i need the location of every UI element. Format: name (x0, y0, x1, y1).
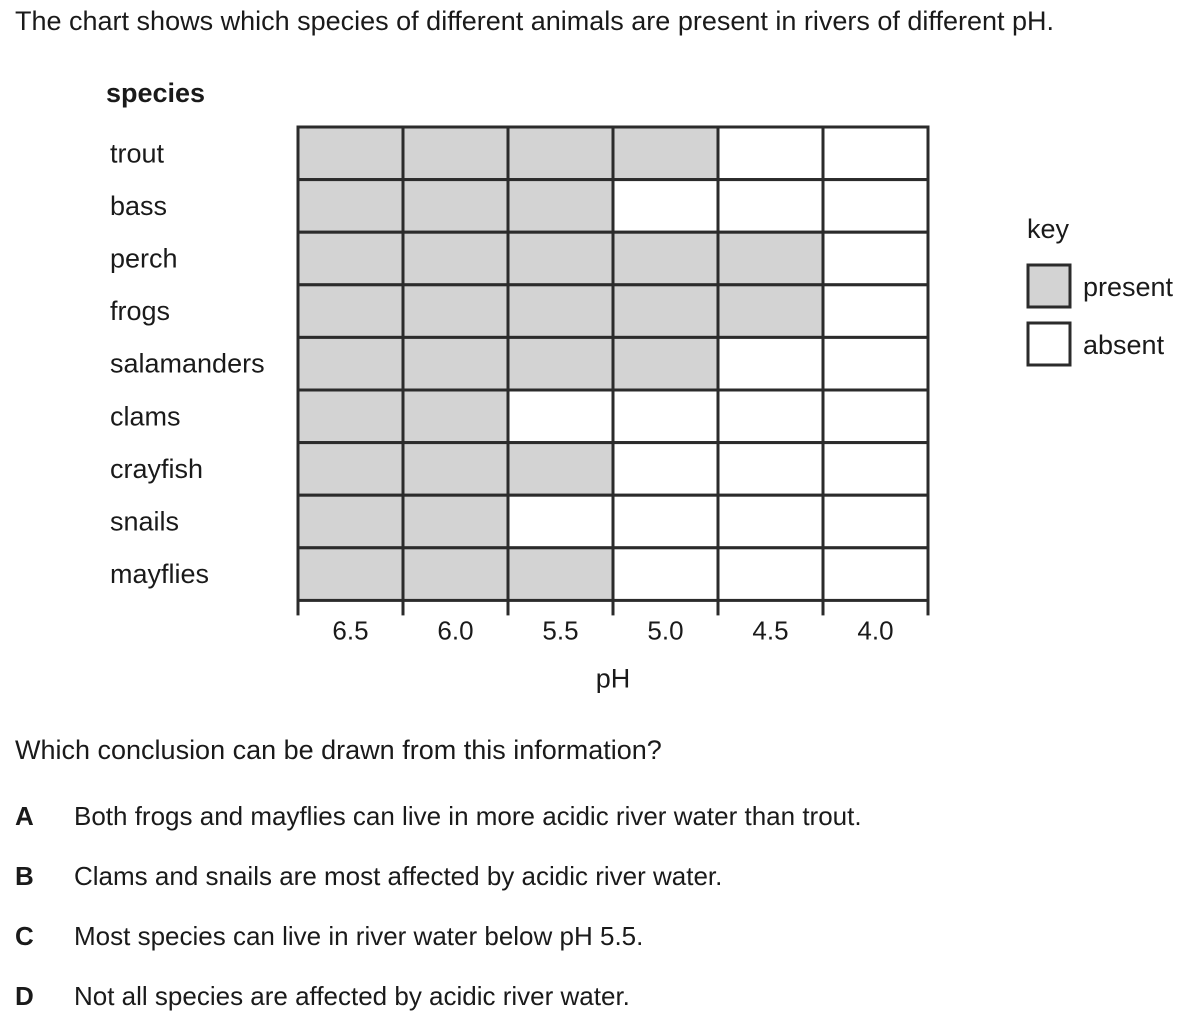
cell-clams-6.5 (298, 390, 403, 443)
cell-frogs-5.5 (508, 285, 613, 338)
cell-trout-6.0 (403, 127, 508, 180)
cell-clams-5.0 (613, 390, 718, 443)
key-title: key (1027, 214, 1070, 244)
cell-trout-5.0 (613, 127, 718, 180)
x-axis-title: pH (595, 663, 631, 694)
option-c-text[interactable]: Most species can live in river water below pH 5.5. (74, 921, 644, 951)
cell-perch-6.0 (403, 232, 508, 285)
cell-salamanders-5.0 (613, 337, 718, 390)
ph-tick-label: 4.5 (752, 615, 789, 646)
species-label-salamanders: salamanders (110, 348, 265, 379)
cell-bass-5.5 (508, 180, 613, 233)
cell-trout-4.0 (823, 127, 928, 180)
cell-frogs-6.5 (298, 285, 403, 338)
key-label-absent: absent (1083, 330, 1165, 360)
species-label-snails: snails (110, 506, 180, 537)
cell-mayflies-6.0 (403, 548, 508, 601)
intro-text: The chart shows which species of different animals are present in rivers of different pH. (15, 6, 1054, 36)
cell-clams-6.0 (403, 390, 508, 443)
cell-mayflies-5.5 (508, 548, 613, 601)
cell-clams-4.5 (718, 390, 823, 443)
cell-snails-4.5 (718, 495, 823, 548)
cell-mayflies-5.0 (613, 548, 718, 601)
cell-salamanders-6.0 (403, 337, 508, 390)
option-a-letter[interactable]: A (15, 801, 34, 831)
cell-salamanders-6.5 (298, 337, 403, 390)
ph-tick-label: 5.0 (647, 615, 684, 646)
cell-frogs-5.0 (613, 285, 718, 338)
cell-clams-4.0 (823, 390, 928, 443)
species-label-frogs: frogs (110, 296, 171, 327)
cell-frogs-4.0 (823, 285, 928, 338)
key-swatch-absent (1028, 323, 1070, 365)
species-label-trout: trout (110, 138, 165, 169)
species-column-title: species (106, 78, 206, 108)
cell-crayfish-6.0 (403, 443, 508, 496)
cell-snails-6.5 (298, 495, 403, 548)
cell-bass-6.5 (298, 180, 403, 233)
species-label-crayfish: crayfish (110, 453, 204, 484)
cell-salamanders-5.5 (508, 337, 613, 390)
cell-perch-6.5 (298, 232, 403, 285)
option-c-letter[interactable]: C (15, 921, 34, 951)
option-d-letter[interactable]: D (15, 981, 34, 1011)
cell-trout-5.5 (508, 127, 613, 180)
question-text: Which conclusion can be drawn from this information? (15, 735, 662, 765)
cell-perch-4.5 (718, 232, 823, 285)
species-label-mayflies: mayflies (110, 559, 210, 590)
species-label-perch: perch (110, 243, 178, 274)
cell-bass-6.0 (403, 180, 508, 233)
cell-mayflies-4.0 (823, 548, 928, 601)
cell-perch-5.0 (613, 232, 718, 285)
cell-snails-6.0 (403, 495, 508, 548)
key-label-present: present (1083, 272, 1174, 302)
cell-perch-5.5 (508, 232, 613, 285)
cell-clams-5.5 (508, 390, 613, 443)
option-d-text[interactable]: Not all species are affected by acidic river water. (74, 981, 630, 1011)
cell-snails-5.5 (508, 495, 613, 548)
option-a-text[interactable]: Both frogs and mayflies can live in more acidic river water than trout. (74, 801, 862, 831)
cell-mayflies-6.5 (298, 548, 403, 601)
key-swatch-present (1028, 265, 1070, 307)
cell-crayfish-5.5 (508, 443, 613, 496)
cell-bass-5.0 (613, 180, 718, 233)
cell-frogs-6.0 (403, 285, 508, 338)
ph-tick-label: 4.0 (857, 615, 894, 646)
option-b-text[interactable]: Clams and snails are most affected by acidic river water. (74, 861, 723, 891)
cell-bass-4.5 (718, 180, 823, 233)
species-label-clams: clams (110, 401, 181, 432)
cell-crayfish-6.5 (298, 443, 403, 496)
cell-snails-4.0 (823, 495, 928, 548)
cell-crayfish-4.5 (718, 443, 823, 496)
cell-trout-6.5 (298, 127, 403, 180)
cell-salamanders-4.0 (823, 337, 928, 390)
cell-snails-5.0 (613, 495, 718, 548)
cell-trout-4.5 (718, 127, 823, 180)
cell-bass-4.0 (823, 180, 928, 233)
cell-frogs-4.5 (718, 285, 823, 338)
option-b-letter[interactable]: B (15, 861, 34, 891)
species-label-bass: bass (110, 190, 168, 221)
cell-perch-4.0 (823, 232, 928, 285)
cell-crayfish-4.0 (823, 443, 928, 496)
cell-salamanders-4.5 (718, 337, 823, 390)
ph-tick-label: 6.0 (437, 615, 474, 646)
cell-crayfish-5.0 (613, 443, 718, 496)
ph-tick-label: 6.5 (332, 615, 369, 646)
cell-mayflies-4.5 (718, 548, 823, 601)
ph-tick-label: 5.5 (542, 615, 579, 646)
